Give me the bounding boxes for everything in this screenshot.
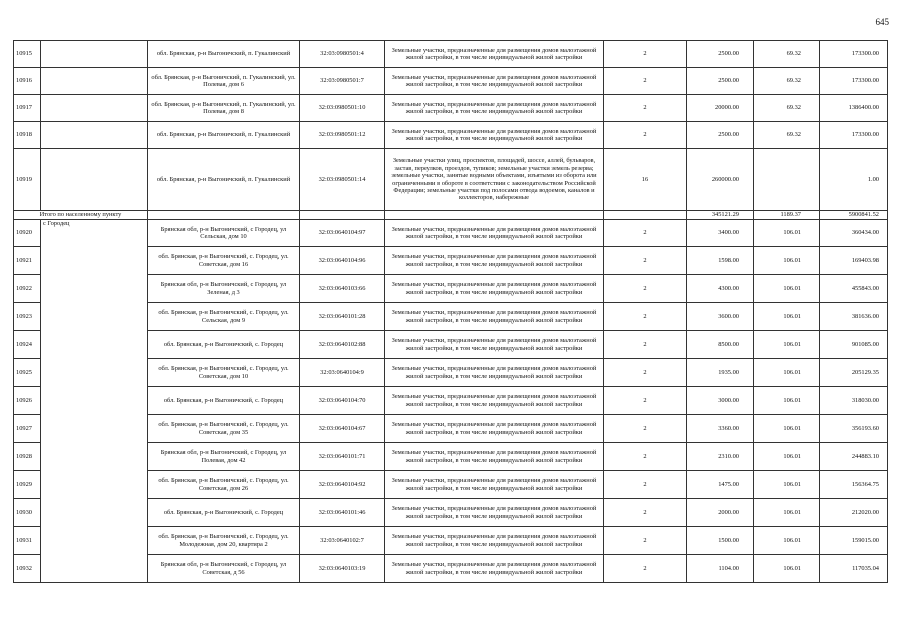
area-value: 1935.00 bbox=[687, 359, 754, 387]
land-use-description: Земельные участки, предназначенные для размещения домов малоэтажной жилой застройки, в том числе индивидуальной жилой застройки bbox=[385, 41, 604, 68]
land-use-description: Земельные участки, предназначенные для размещения домов малоэтажной жилой застройки, в том числе индивидуальной жилой застройки bbox=[385, 359, 604, 387]
land-use-description: Земельные участки улиц, проспектов, площадей, шоссе, аллей, бульваров, застав, переулков, проездов, тупиков; земельные участки земель резерва; земельные участки, занятые водными объектами, изъятыми из оборота или ограниченными в обороте в соответствии с законодательством Российской Федерации; земельные участки под полосами отвода водоемов, каналов и коллекторов, набережные bbox=[385, 149, 604, 211]
cadastral-value: 169403.98 bbox=[820, 247, 888, 275]
table-row bbox=[14, 95, 888, 122]
address-cell: обл. Брянская, р-н Выгоничский, п. Гукалинский bbox=[148, 41, 300, 68]
area-value: 3400.00 bbox=[687, 220, 754, 247]
cadastral-value: 318030.00 bbox=[820, 387, 888, 415]
address-cell: обл. Брянская, р-н Выгоничский, с. Городец, ул. Молодежная, дом 20, квартира 2 bbox=[148, 527, 300, 555]
land-use-description: Земельные участки, предназначенные для размещения домов малоэтажной жилой застройки, в том числе индивидуальной жилой застройки bbox=[385, 331, 604, 359]
cadastral-value: 173300.00 bbox=[820, 122, 888, 149]
area-value: 260000.00 bbox=[687, 149, 754, 211]
land-use-description: Земельные участки, предназначенные для размещения домов малоэтажной жилой застройки, в том числе индивидуальной жилой застройки bbox=[385, 122, 604, 149]
land-use-description: Земельные участки, предназначенные для размещения домов малоэтажной жилой застройки, в том числе индивидуальной жилой застройки bbox=[385, 387, 604, 415]
group-code: 2 bbox=[604, 443, 687, 471]
land-use-description: Земельные участки, предназначенные для размещения домов малоэтажной жилой застройки, в том числе индивидуальной жилой застройки bbox=[385, 95, 604, 122]
cadastral-value: 381636.00 bbox=[820, 303, 888, 331]
area-value: 4300.00 bbox=[687, 275, 754, 303]
row-number: 10918 bbox=[14, 122, 41, 149]
land-registry-table bbox=[13, 40, 888, 583]
rate-value: 106.01 bbox=[754, 499, 820, 527]
cadastral-value: 173300.00 bbox=[820, 68, 888, 95]
cadastral-value: 1.00 bbox=[820, 149, 888, 211]
area-value: 20000.00 bbox=[687, 95, 754, 122]
group-code: 2 bbox=[604, 415, 687, 443]
area-value: 2500.00 bbox=[687, 122, 754, 149]
rate-value: 106.01 bbox=[754, 331, 820, 359]
rate-value: 106.01 bbox=[754, 527, 820, 555]
area-value: 3360.00 bbox=[687, 415, 754, 443]
address-cell: обл. Брянская, р-н Выгоничский, с. Городец, ул. Советская, дом 26 bbox=[148, 471, 300, 499]
cadastral-value: 356193.60 bbox=[820, 415, 888, 443]
address-cell: Брянская обл, р-н Выгоничский, с Городец, ул Полевая, дом 42 bbox=[148, 443, 300, 471]
row-number: 10926 bbox=[14, 387, 41, 415]
address-cell: обл. Брянская, р-н Выгоничский, с. Городец bbox=[148, 331, 300, 359]
land-use-description: Земельные участки, предназначенные для размещения домов малоэтажной жилой застройки, в том числе индивидуальной жилой застройки bbox=[385, 471, 604, 499]
group-code: 2 bbox=[604, 220, 687, 247]
cadastral-number: 32:03:0640104:9 bbox=[300, 359, 385, 387]
cadastral-number: 32:03:0980501:7 bbox=[300, 68, 385, 95]
group-code: 16 bbox=[604, 149, 687, 211]
table-row bbox=[14, 149, 888, 211]
address-cell: Брянская обл, р-н Выгоничский, с Городец, ул Зеленая, д 3 bbox=[148, 275, 300, 303]
area-value: 2500.00 bbox=[687, 41, 754, 68]
row-number: 10921 bbox=[14, 247, 41, 275]
registry-total bbox=[14, 211, 888, 220]
address-cell: обл. Брянская, р-н Выгоничский, с. Городец bbox=[148, 387, 300, 415]
settlement-name: с Городец bbox=[41, 220, 148, 583]
address-cell: обл. Брянская, р-н Выгоничский, п. Гукалинский, ул. Полевая, дом 8 bbox=[148, 95, 300, 122]
row-number: 10929 bbox=[14, 471, 41, 499]
address-cell: обл. Брянская, р-н Выгоничский, п. Гукалинский, ул. Полевая, дом 6 bbox=[148, 68, 300, 95]
cadastral-value: 901085.00 bbox=[820, 331, 888, 359]
page-number: 645 bbox=[875, 17, 889, 27]
rate-value: 69.32 bbox=[754, 41, 820, 68]
row-number: 10920 bbox=[14, 220, 41, 247]
cadastral-value: 173300.00 bbox=[820, 41, 888, 68]
rate-value: 69.32 bbox=[754, 95, 820, 122]
rate-value: 106.01 bbox=[754, 471, 820, 499]
land-use-description: Земельные участки, предназначенные для размещения домов малоэтажной жилой застройки, в том числе индивидуальной жилой застройки bbox=[385, 68, 604, 95]
row-number: 10915 bbox=[14, 41, 41, 68]
rate-value: 106.01 bbox=[754, 443, 820, 471]
group-code: 2 bbox=[604, 303, 687, 331]
group-code: 2 bbox=[604, 471, 687, 499]
settlement-cell bbox=[41, 41, 148, 68]
land-use-description: Земельные участки, предназначенные для размещения домов малоэтажной жилой застройки, в том числе индивидуальной жилой застройки bbox=[385, 275, 604, 303]
address-cell: обл. Брянская, р-н Выгоничский, с. Городец, ул. Советская, дом 35 bbox=[148, 415, 300, 443]
table-row bbox=[14, 68, 888, 95]
cadastral-number: 32:03:0640104:96 bbox=[300, 247, 385, 275]
rate-value: 106.01 bbox=[754, 415, 820, 443]
registry-rows-top bbox=[14, 41, 888, 211]
total-area: 345121.29 bbox=[687, 211, 754, 220]
land-use-description: Земельные участки, предназначенные для размещения домов малоэтажной жилой застройки, в том числе индивидуальной жилой застройки bbox=[385, 443, 604, 471]
land-use-description: Земельные участки, предназначенные для размещения домов малоэтажной жилой застройки, в том числе индивидуальной жилой застройки bbox=[385, 555, 604, 583]
rate-value: 69.32 bbox=[754, 68, 820, 95]
total-row bbox=[14, 211, 888, 220]
settlement-cell bbox=[41, 149, 148, 211]
row-number: 10932 bbox=[14, 555, 41, 583]
group-code: 2 bbox=[604, 122, 687, 149]
table-row bbox=[14, 220, 888, 247]
cadastral-value: 117035.04 bbox=[820, 555, 888, 583]
total-label: Итого по населенному пункту bbox=[14, 211, 148, 220]
row-number: 10919 bbox=[14, 149, 41, 211]
land-use-description: Земельные участки, предназначенные для размещения домов малоэтажной жилой застройки, в том числе индивидуальной жилой застройки bbox=[385, 220, 604, 247]
area-value: 1104.00 bbox=[687, 555, 754, 583]
rate-value: 69.32 bbox=[754, 122, 820, 149]
table-row bbox=[14, 41, 888, 68]
cadastral-number: 32:03:0640104:92 bbox=[300, 471, 385, 499]
group-code: 2 bbox=[604, 95, 687, 122]
group-code: 2 bbox=[604, 275, 687, 303]
area-value: 1500.00 bbox=[687, 527, 754, 555]
group-code: 2 bbox=[604, 41, 687, 68]
cadastral-number: 32:03:0640102:88 bbox=[300, 331, 385, 359]
cadastral-value: 205129.35 bbox=[820, 359, 888, 387]
rate-value: 106.01 bbox=[754, 247, 820, 275]
area-value: 2000.00 bbox=[687, 499, 754, 527]
address-cell: Брянская обл, р-н Выгоничский, с Городец, ул Советская, д 56 bbox=[148, 555, 300, 583]
row-number: 10923 bbox=[14, 303, 41, 331]
area-value: 3600.00 bbox=[687, 303, 754, 331]
row-number: 10927 bbox=[14, 415, 41, 443]
area-value: 3000.00 bbox=[687, 387, 754, 415]
cadastral-number: 32:03:0640101:46 bbox=[300, 499, 385, 527]
rate-value: 106.01 bbox=[754, 220, 820, 247]
cadastral-value: 1386400.00 bbox=[820, 95, 888, 122]
cadastral-number: 32:03:0640103:19 bbox=[300, 555, 385, 583]
registry-rows-bottom bbox=[14, 220, 888, 583]
area-value: 2310.00 bbox=[687, 443, 754, 471]
cadastral-number: 32:03:0640104:67 bbox=[300, 415, 385, 443]
land-use-description: Земельные участки, предназначенные для размещения домов малоэтажной жилой застройки, в том числе индивидуальной жилой застройки bbox=[385, 527, 604, 555]
group-code: 2 bbox=[604, 527, 687, 555]
cadastral-number: 32:03:0640102:7 bbox=[300, 527, 385, 555]
row-number: 10916 bbox=[14, 68, 41, 95]
row-number: 10924 bbox=[14, 331, 41, 359]
row-number: 10917 bbox=[14, 95, 41, 122]
address-cell: обл. Брянская, р-н Выгоничский, п. Гукалинский bbox=[148, 149, 300, 211]
group-code: 2 bbox=[604, 499, 687, 527]
land-use-description: Земельные участки, предназначенные для размещения домов малоэтажной жилой застройки, в том числе индивидуальной жилой застройки bbox=[385, 415, 604, 443]
cadastral-number: 32:03:0640104:70 bbox=[300, 387, 385, 415]
address-cell: обл. Брянская, р-н Выгоничский, п. Гукалинский bbox=[148, 122, 300, 149]
cadastral-number: 32:03:0980501:12 bbox=[300, 122, 385, 149]
cadastral-number: 32:03:0640101:71 bbox=[300, 443, 385, 471]
row-number: 10922 bbox=[14, 275, 41, 303]
land-use-description: Земельные участки, предназначенные для размещения домов малоэтажной жилой застройки, в том числе индивидуальной жилой застройки bbox=[385, 499, 604, 527]
rate-value: 106.01 bbox=[754, 387, 820, 415]
group-code: 2 bbox=[604, 331, 687, 359]
area-value: 1475.00 bbox=[687, 471, 754, 499]
land-use-description: Земельные участки, предназначенные для размещения домов малоэтажной жилой застройки, в том числе индивидуальной жилой застройки bbox=[385, 303, 604, 331]
settlement-cell bbox=[41, 95, 148, 122]
rate-value: 106.01 bbox=[754, 275, 820, 303]
cadastral-value: 159015.00 bbox=[820, 527, 888, 555]
area-value: 2500.00 bbox=[687, 68, 754, 95]
group-code: 2 bbox=[604, 247, 687, 275]
total-rate: 1189.37 bbox=[754, 211, 820, 220]
area-value: 8500.00 bbox=[687, 331, 754, 359]
group-code: 2 bbox=[604, 387, 687, 415]
cadastral-value: 360434.00 bbox=[820, 220, 888, 247]
cadastral-number: 32:03:0980501:10 bbox=[300, 95, 385, 122]
rate-value: 106.01 bbox=[754, 303, 820, 331]
row-number: 10925 bbox=[14, 359, 41, 387]
cadastral-number: 32:03:0640104:97 bbox=[300, 220, 385, 247]
rate-value: 106.01 bbox=[754, 555, 820, 583]
address-cell: обл. Брянская, р-н Выгоничский, с. Городец, ул. Советская, дом 16 bbox=[148, 247, 300, 275]
area-value: 1598.00 bbox=[687, 247, 754, 275]
row-number: 10930 bbox=[14, 499, 41, 527]
group-code: 2 bbox=[604, 359, 687, 387]
table-row bbox=[14, 122, 888, 149]
cadastral-value: 244883.10 bbox=[820, 443, 888, 471]
cadastral-number: 32:03:0980501:4 bbox=[300, 41, 385, 68]
cadastral-number: 32:03:0640103:66 bbox=[300, 275, 385, 303]
address-cell: Брянская обл, р-н Выгоничский, с Городец, ул Сельская, дом 10 bbox=[148, 220, 300, 247]
row-number: 10931 bbox=[14, 527, 41, 555]
total-value: 5900841.52 bbox=[820, 211, 888, 220]
address-cell: обл. Брянская, р-н Выгоничский, с. Городец, ул. Сельская, дом 9 bbox=[148, 303, 300, 331]
group-code: 2 bbox=[604, 555, 687, 583]
cadastral-value: 212020.00 bbox=[820, 499, 888, 527]
rate-value: 106.01 bbox=[754, 359, 820, 387]
rate-value bbox=[754, 149, 820, 211]
cadastral-value: 156364.75 bbox=[820, 471, 888, 499]
cadastral-number: 32:03:0980501:14 bbox=[300, 149, 385, 211]
address-cell: обл. Брянская, р-н Выгоничский, с. Городец, ул. Советская, дом 10 bbox=[148, 359, 300, 387]
row-number: 10928 bbox=[14, 443, 41, 471]
cadastral-number: 32:03:0640101:28 bbox=[300, 303, 385, 331]
settlement-cell bbox=[41, 68, 148, 95]
group-code: 2 bbox=[604, 68, 687, 95]
settlement-cell bbox=[41, 122, 148, 149]
land-use-description: Земельные участки, предназначенные для размещения домов малоэтажной жилой застройки, в том числе индивидуальной жилой застройки bbox=[385, 247, 604, 275]
cadastral-value: 455843.00 bbox=[820, 275, 888, 303]
address-cell: обл. Брянская, р-н Выгоничский, с. Городец bbox=[148, 499, 300, 527]
